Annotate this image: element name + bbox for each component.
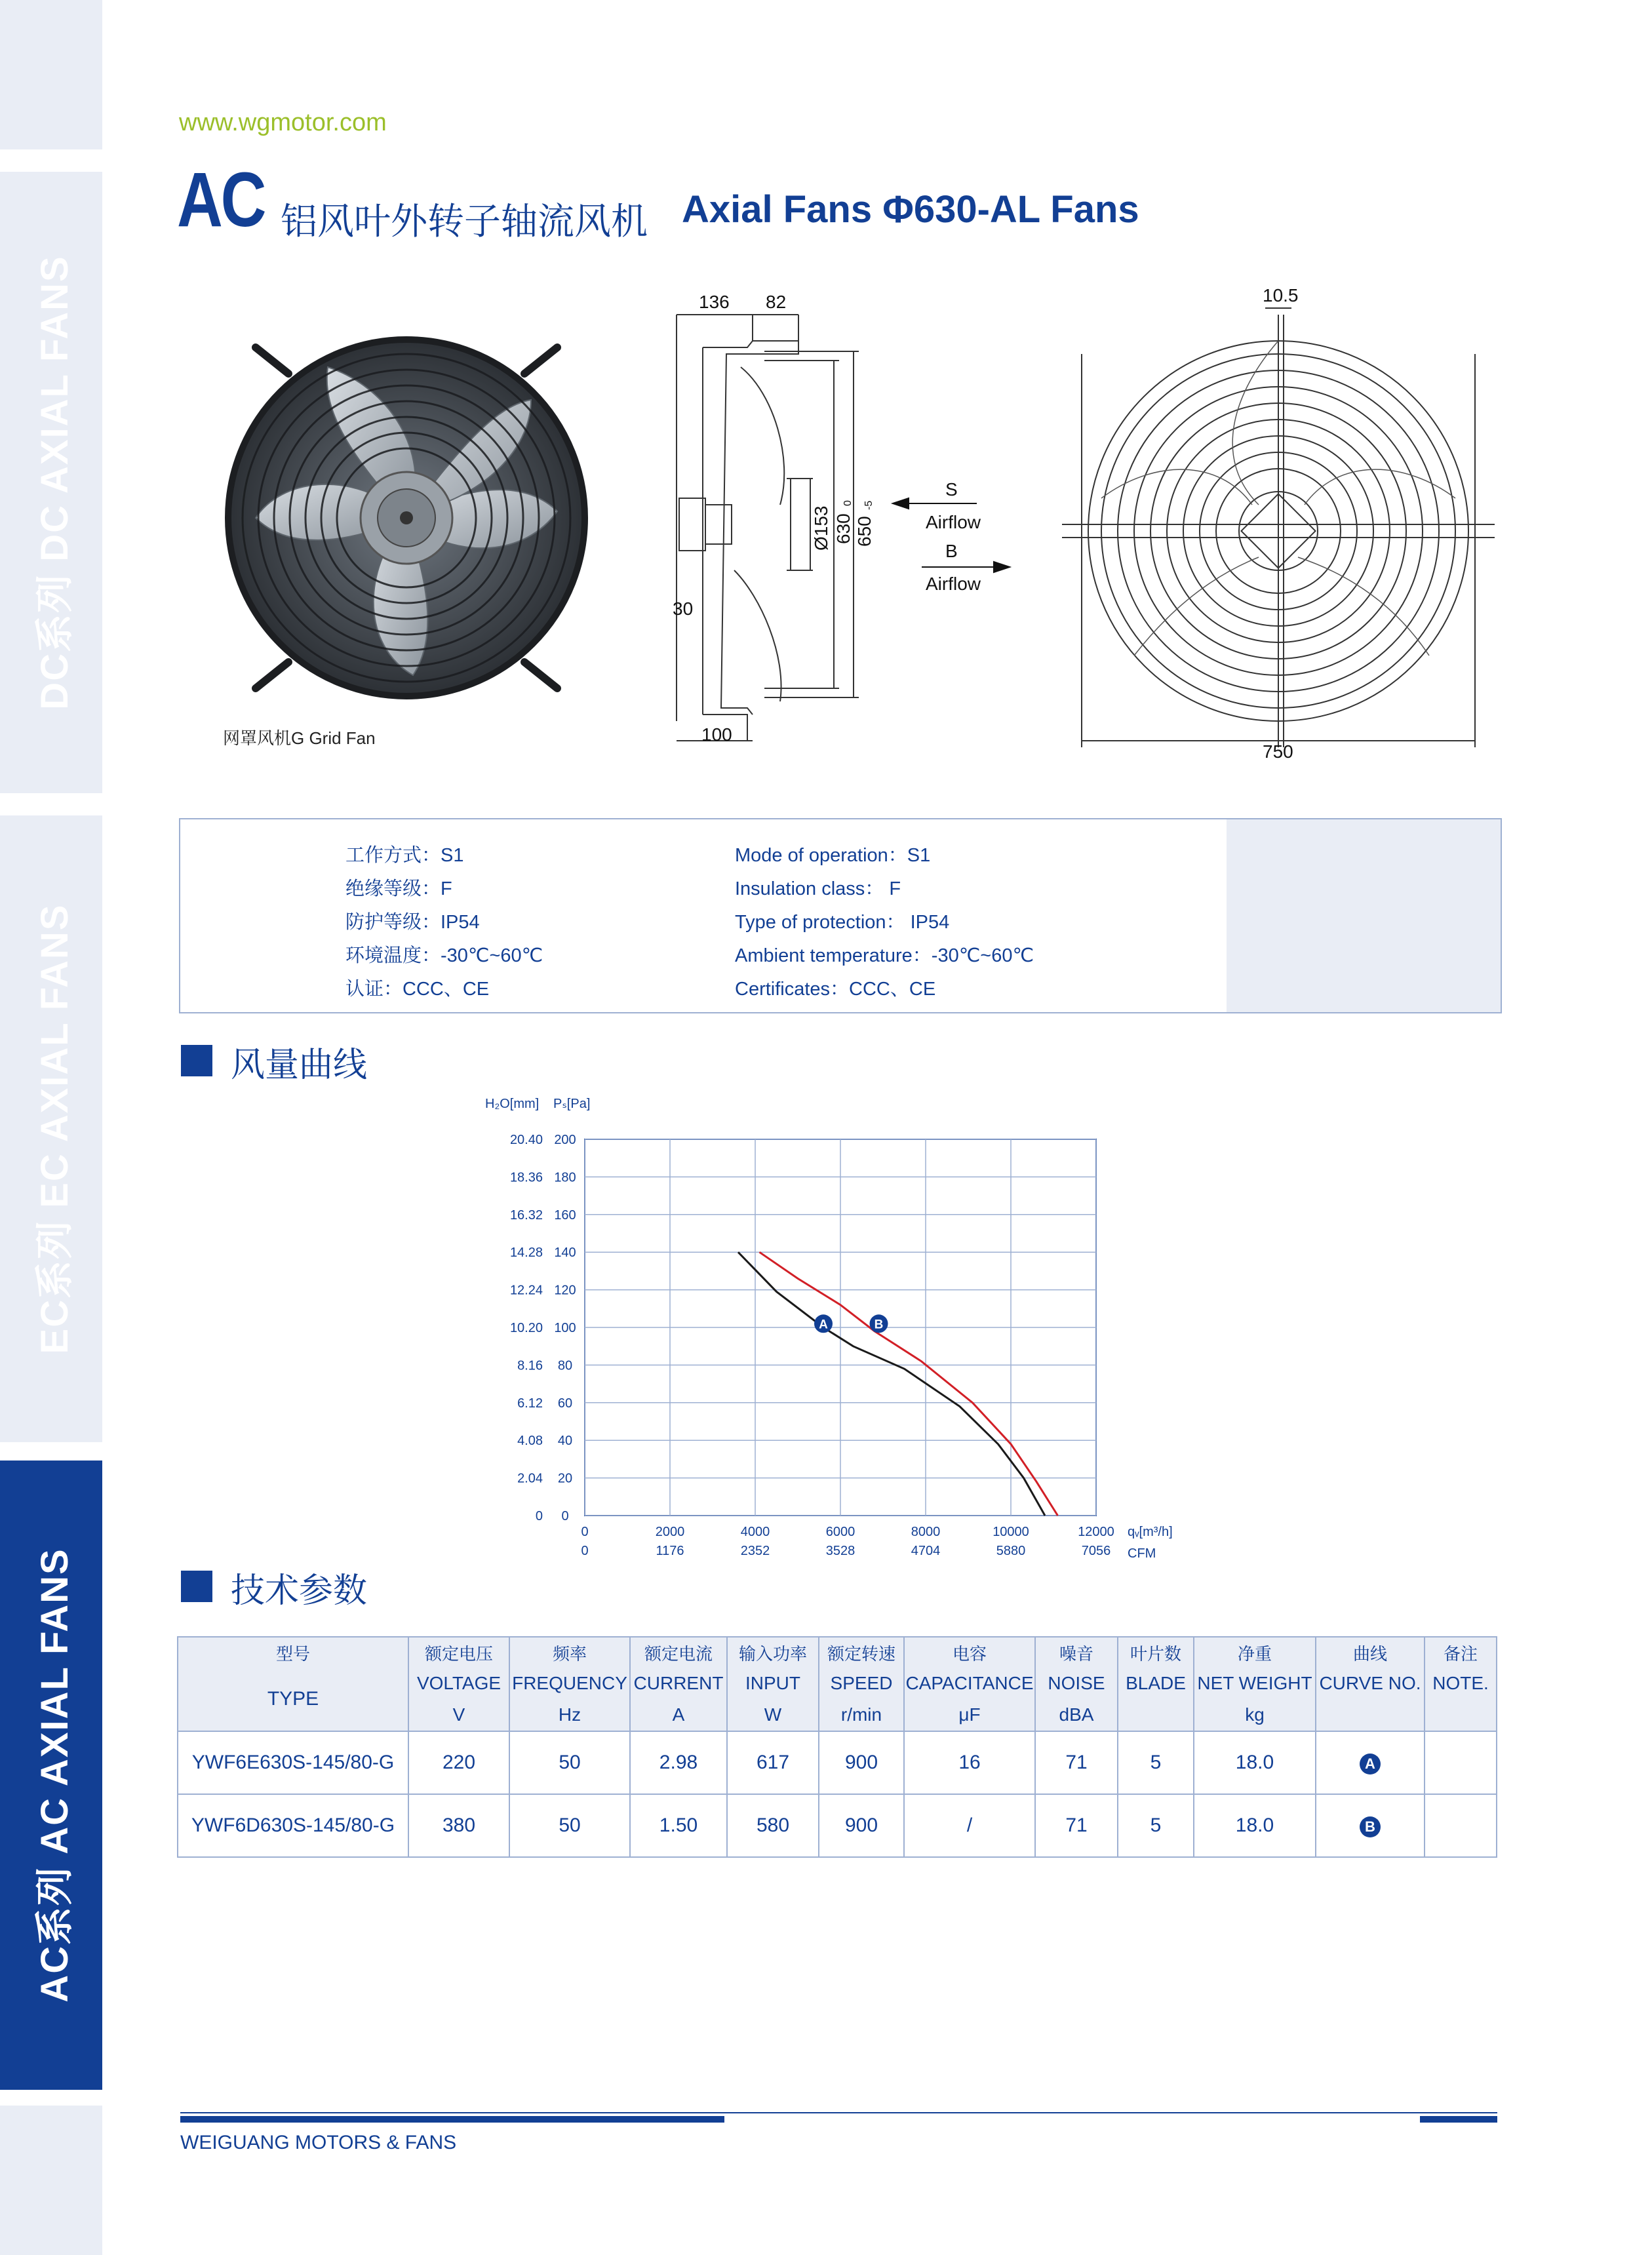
footer-company: WEIGUANG MOTORS & FANS — [180, 2132, 457, 2153]
dim-100: 100 — [701, 724, 732, 745]
cell-curve — [1316, 1794, 1425, 1857]
section-params-heading: 技术参数 — [231, 1572, 368, 1610]
table-header-en — [178, 1668, 1497, 1699]
footer-bar-left — [180, 2116, 724, 2123]
fan-caption: 网罩风机G Grid Fan — [223, 728, 376, 748]
th-cn-capacitance: 电容 — [904, 1637, 1035, 1668]
th-unit-voltage: V — [408, 1699, 509, 1731]
spec-en-mode: Mode of operation：S1 — [735, 845, 931, 866]
side-tab-top — [0, 0, 102, 149]
chart-marker-label-a: A — [819, 1318, 828, 1332]
th-cn-noise: 噪音 — [1035, 1637, 1118, 1668]
th-unit-speed: r/min — [819, 1699, 904, 1731]
dim-750: 750 — [1263, 741, 1293, 760]
th-en-speed: SPEED — [819, 1668, 904, 1699]
th-cn-note: 备注 — [1425, 1637, 1497, 1668]
spec-en-protection: Type of protection： IP54 — [735, 912, 950, 933]
th-cn-frequency: 频率 — [509, 1637, 630, 1668]
spec-cn-mode: 工作方式：S1 — [345, 845, 464, 866]
page-title-cn: 铝风叶外转子轴流风机 — [281, 201, 648, 242]
airflow-b-label: Airflow — [926, 574, 981, 594]
dim-tol-630: 0 — [842, 500, 854, 506]
cell-speed: 900 — [819, 1794, 904, 1857]
section-curve-square — [181, 1045, 212, 1076]
front-view-drawing — [1062, 288, 1495, 760]
spec-cn-certificates: 认证：CCC、CE — [345, 979, 490, 1000]
cell-capacitance: 16 — [904, 1731, 1035, 1794]
cell-voltage: 220 — [408, 1731, 509, 1794]
chart-ytick-pa: 0 — [561, 1509, 569, 1523]
th-cn-type: 型号 — [178, 1637, 408, 1668]
cell-frequency: 50 — [509, 1731, 630, 1794]
side-tab-ac[interactable] — [0, 1461, 102, 2090]
chart-xtick-m3h: 0 — [581, 1525, 589, 1539]
chart-series-a — [738, 1252, 1045, 1516]
th-unit-curve — [1316, 1699, 1425, 1731]
section-params-square — [181, 1571, 212, 1602]
th-en-input: INPUT — [727, 1668, 819, 1699]
cell-type: YWF6D630S-145/80-G — [178, 1794, 408, 1857]
spec-cn-temperature: 环境温度：-30℃~60℃ — [345, 945, 543, 966]
cell-note — [1425, 1794, 1497, 1857]
chart-ytick-pa: 120 — [554, 1283, 576, 1298]
th-cn-input: 输入功率 — [727, 1637, 819, 1668]
spec-en-certificates: Certificates：CCC、CE — [735, 979, 936, 1000]
chart-xtick-m3h: 12000 — [1078, 1525, 1114, 1539]
chart-xtick-m3h: 2000 — [655, 1525, 685, 1539]
cell-weight: 18.0 — [1194, 1794, 1316, 1857]
th-cn-current: 额定电流 — [630, 1637, 727, 1668]
chart-xtick-cfm: 7056 — [1081, 1544, 1111, 1558]
chart-ytick-pa: 80 — [557, 1358, 573, 1373]
chart-xtick-cfm: 5880 — [996, 1544, 1026, 1558]
chart-ytick-pa: 160 — [554, 1207, 576, 1223]
th-unit-note — [1425, 1699, 1497, 1731]
cell-noise: 71 — [1035, 1794, 1118, 1857]
chart-ylabel-right: Pₛ[Pa] — [553, 1097, 591, 1111]
chart-xtick-m3h: 6000 — [825, 1525, 856, 1539]
chart-ytick-pa: 60 — [557, 1396, 573, 1411]
spec-cn-protection: 防护等级：IP54 — [345, 912, 480, 933]
th-unit-frequency: Hz — [509, 1699, 630, 1731]
th-en-type: TYPE — [178, 1668, 408, 1731]
chart-ytick-pa: 180 — [554, 1170, 576, 1185]
chart-ytick-pa: 100 — [554, 1321, 576, 1335]
chart-series-b — [760, 1252, 1058, 1516]
dim-dia153: Ø153 — [811, 505, 831, 551]
chart-ytick-mm: 12.24 — [509, 1283, 543, 1298]
chart-ytick-pa: 200 — [554, 1133, 576, 1147]
cell-input: 617 — [727, 1731, 819, 1794]
chart-ytick-mm: 16.32 — [509, 1207, 543, 1223]
chart-ylabel-left: H₂O[mm] — [485, 1097, 540, 1111]
chart-marker-label-b: B — [874, 1318, 884, 1332]
airflow-indicator — [885, 472, 1029, 603]
curve-badge-b: B — [1360, 1816, 1381, 1837]
cell-note — [1425, 1731, 1497, 1794]
cell-voltage: 380 — [408, 1794, 509, 1857]
chart-xtick-m3h: 8000 — [911, 1525, 941, 1539]
cell-blade: 5 — [1118, 1731, 1194, 1794]
th-en-weight: NET WEIGHT — [1194, 1668, 1316, 1699]
cell-current: 2.98 — [630, 1731, 727, 1794]
cell-capacitance: / — [904, 1794, 1035, 1857]
chart-xlabel-top: qᵥ[m³/h] — [1128, 1525, 1173, 1539]
th-unit-capacitance: μF — [904, 1699, 1035, 1731]
spec-cn-insulation: 绝缘等级：F — [345, 878, 452, 899]
chart-xlabel-bottom: CFM — [1128, 1546, 1156, 1561]
th-en-frequency: FREQUENCY — [509, 1668, 630, 1699]
spec-box-shade — [1227, 819, 1501, 1012]
th-unit-current: A — [630, 1699, 727, 1731]
section-curve-heading: 风量曲线 — [231, 1046, 368, 1084]
chart-ytick-mm: 10.20 — [509, 1321, 543, 1335]
chart-xtick-cfm: 2352 — [740, 1544, 770, 1558]
chart-xtick-m3h: 4000 — [740, 1525, 770, 1539]
th-en-note: NOTE. — [1425, 1668, 1497, 1699]
th-cn-blade: 叶片数 — [1118, 1637, 1194, 1668]
th-cn-curve: 曲线 — [1316, 1637, 1425, 1668]
chart-ytick-mm: 18.36 — [509, 1170, 543, 1185]
cell-input: 580 — [727, 1794, 819, 1857]
airflow-b: B — [945, 541, 958, 561]
chart-xtick-cfm: 1176 — [656, 1544, 684, 1558]
side-tab-bottom — [0, 2106, 102, 2255]
dim-136: 136 — [699, 292, 730, 312]
th-en-voltage: VOLTAGE — [408, 1668, 509, 1699]
chart-xtick-m3h: 10000 — [993, 1525, 1029, 1539]
dim-10-5: 10.5 — [1263, 288, 1299, 305]
cell-speed: 900 — [819, 1731, 904, 1794]
performance-chart — [472, 1088, 1193, 1580]
dim-30: 30 — [673, 598, 694, 619]
fan-photo — [216, 328, 597, 708]
cell-noise: 71 — [1035, 1731, 1118, 1794]
dim-82: 82 — [766, 292, 787, 312]
spec-box — [179, 818, 1502, 1013]
chart-ytick-mm: 8.16 — [517, 1358, 543, 1373]
dim-650: 650 — [854, 516, 875, 547]
spec-table — [177, 1636, 1497, 1858]
cell-frequency: 50 — [509, 1794, 630, 1857]
th-en-capacitance: CAPACITANCE — [904, 1668, 1035, 1699]
th-en-noise: NOISE — [1035, 1668, 1118, 1699]
spec-en-temperature: Ambient temperature：-30℃~60℃ — [735, 945, 1034, 966]
chart-ytick-mm: 2.04 — [517, 1471, 543, 1486]
chart-ytick-mm: 4.08 — [517, 1434, 543, 1449]
table-header-cn — [178, 1637, 1497, 1668]
chart-ytick-pa: 40 — [557, 1434, 573, 1449]
side-tab-ec[interactable] — [0, 815, 102, 1442]
cell-current: 1.50 — [630, 1794, 727, 1857]
th-unit-input: W — [727, 1699, 819, 1731]
side-tab-dc[interactable] — [0, 172, 102, 793]
chart-ytick-mm: 14.28 — [509, 1245, 543, 1261]
chart-ytick-mm: 20.40 — [509, 1133, 543, 1147]
dim-tol-650: -5 — [863, 500, 875, 510]
side-tab-dc-label: DC系列 DC AXIAL FANS — [33, 255, 76, 710]
th-unit-noise: dBA — [1035, 1699, 1118, 1731]
side-tab-ec-label: EC系列 EC AXIAL FANS — [33, 903, 76, 1354]
table-row — [178, 1794, 1497, 1857]
airflow-s: S — [945, 479, 958, 500]
footer-bar-right — [1420, 2116, 1497, 2123]
side-tab-ac-label: AC系列 AC AXIAL FANS — [33, 1548, 76, 2003]
th-cn-voltage: 额定电压 — [408, 1637, 509, 1668]
cell-curve — [1316, 1731, 1425, 1794]
chart-xtick-cfm: 0 — [581, 1544, 589, 1558]
cell-weight: 18.0 — [1194, 1731, 1316, 1794]
th-cn-weight: 净重 — [1194, 1637, 1316, 1668]
chart-ytick-pa: 20 — [557, 1471, 573, 1486]
website-url[interactable]: www.wgmotor.com — [179, 109, 387, 136]
airflow-s-label: Airflow — [926, 512, 981, 532]
cell-type: YWF6E630S-145/80-G — [178, 1731, 408, 1794]
curve-badge-a: A — [1360, 1754, 1381, 1775]
chart-ytick-pa: 140 — [554, 1245, 576, 1261]
chart-xtick-cfm: 3528 — [825, 1544, 856, 1558]
th-cn-speed: 额定转速 — [819, 1637, 904, 1668]
table-row — [178, 1731, 1497, 1794]
th-en-curve: CURVE NO. — [1316, 1668, 1425, 1699]
dim-630: 630 — [833, 513, 854, 544]
chart-ytick-mm: 0 — [535, 1509, 543, 1523]
page-title-en: Axial Fans Φ630-AL Fans — [682, 188, 1139, 231]
chart-ytick-mm: 6.12 — [517, 1396, 543, 1411]
cell-blade: 5 — [1118, 1794, 1194, 1857]
spec-en-insulation: Insulation class： F — [735, 878, 901, 899]
th-unit-weight: kg — [1194, 1699, 1316, 1731]
th-en-current: CURRENT — [630, 1668, 727, 1699]
th-unit-blade — [1118, 1699, 1194, 1731]
chart-xtick-cfm: 4704 — [911, 1544, 941, 1558]
ac-logo: AC — [177, 157, 265, 243]
th-en-blade: BLADE — [1118, 1668, 1194, 1699]
footer-line — [180, 2112, 1497, 2113]
